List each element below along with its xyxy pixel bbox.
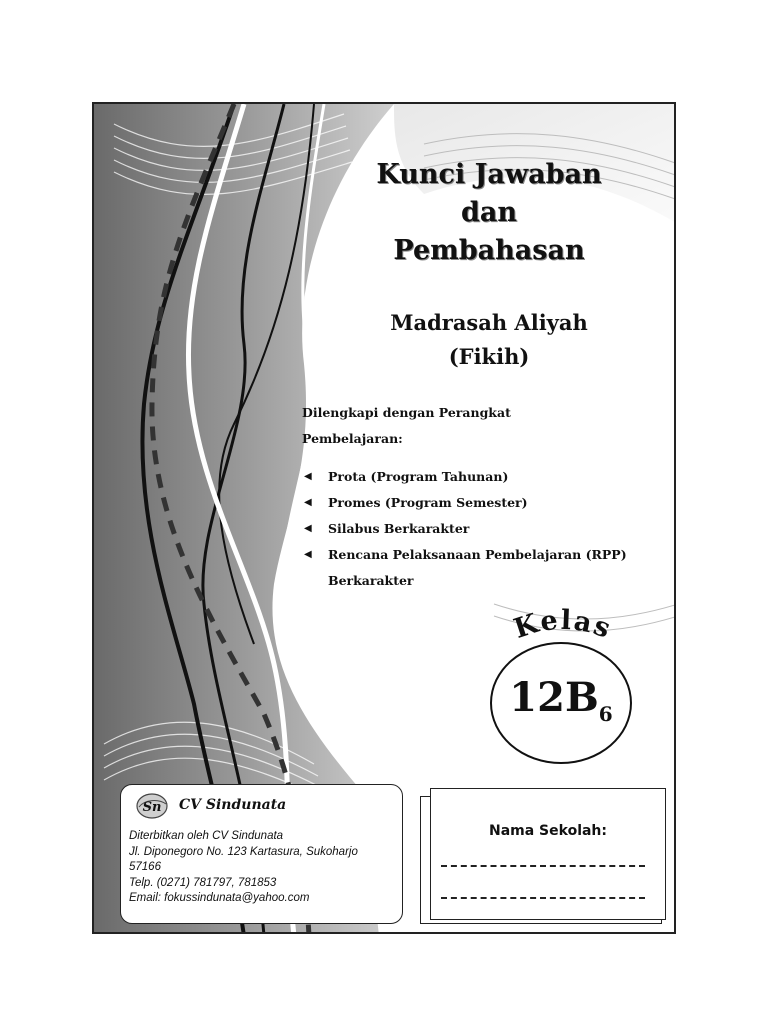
publisher-line: Diterbitkan oleh CV Sindunata (129, 830, 284, 842)
school-name-line (441, 897, 645, 899)
publisher-logo-text: Sn (142, 800, 162, 815)
grade-circle (490, 642, 632, 764)
list-item (302, 490, 672, 516)
publisher-name: CV Sindunata (179, 797, 287, 813)
publisher-logo (135, 791, 169, 821)
school-name-line (441, 865, 645, 867)
list-item-text: Prota (Program Tahunan) (328, 469, 509, 484)
triangle-left-icon: ◀ (304, 549, 312, 560)
title-line: Kunci Jawaban (376, 159, 602, 190)
list-item (302, 542, 672, 568)
grade-subscript: 6 (598, 702, 613, 726)
grade-label: Kelas (510, 604, 617, 646)
list-item-text: Promes (Program Semester) (328, 495, 528, 510)
list-item (302, 516, 672, 542)
school-name-box (430, 788, 666, 920)
publisher-line: 57166 (129, 861, 161, 873)
grade-badge (486, 602, 646, 772)
school-name-label: Nama Sekolah: (488, 823, 607, 839)
book-cover (92, 102, 676, 934)
title-line: Pembahasan (393, 235, 585, 266)
title-line: dan (460, 197, 517, 228)
intro-line: Dilengkapi dengan Perangkat (302, 405, 511, 420)
list-item-continuation (302, 568, 672, 594)
triangle-left-icon: ◀ (304, 497, 312, 508)
triangle-left-icon: ◀ (304, 471, 312, 482)
intro-text (302, 400, 642, 452)
subtitle-line: Madrasah Aliyah (390, 310, 588, 335)
triangle-left-icon: ◀ (304, 523, 312, 534)
feature-list (302, 464, 672, 594)
cover-subtitle (354, 306, 624, 374)
subtitle-line: (Fikih) (448, 344, 530, 369)
svg-text:Kelas (510, 605, 616, 646)
intro-line: Pembelajaran: (302, 431, 403, 446)
list-item-text: Rencana Pelaksanaan Pembelajaran (RPP) (328, 547, 627, 562)
grade-value (492, 674, 630, 726)
publisher-line: Telp. (0271) 781797, 781853 (129, 876, 277, 889)
cover-title (344, 156, 634, 270)
publisher-line: Jl. Diponegoro No. 123 Kartasura, Sukoharjo (129, 845, 358, 858)
publisher-box (120, 784, 403, 924)
list-item-text: Berkarakter (328, 573, 414, 588)
grade-number: 12B (509, 674, 599, 721)
list-item-text: Silabus Berkarakter (328, 521, 470, 536)
publisher-line: Email: fokussindunata@yahoo.com (129, 892, 310, 904)
list-item (302, 464, 672, 490)
publisher-info (129, 829, 399, 907)
